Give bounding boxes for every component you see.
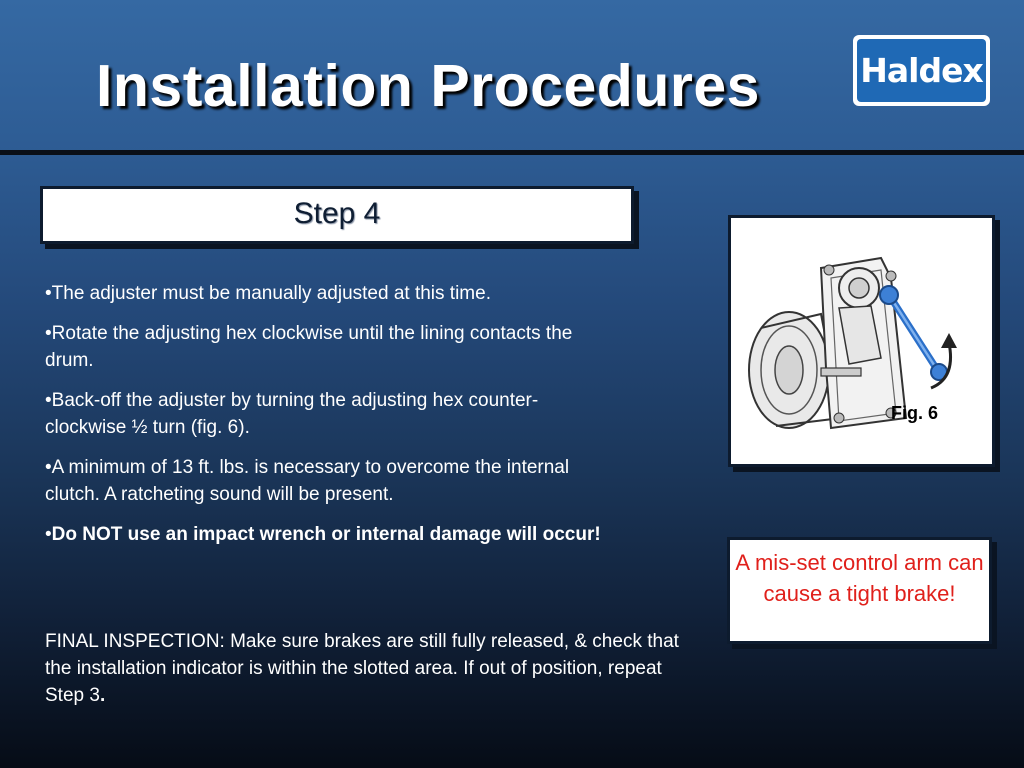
- slack-adjuster-illustration: [731, 218, 992, 464]
- final-inspection-text: FINAL INSPECTION: Make sure brakes are still fully released, & check that the installation indicator is within the slotted area. If out of position, repeat Step 3.: [45, 631, 679, 706]
- slide-title: Installation Procedures: [96, 53, 760, 119]
- bullet-item: •The adjuster must be manually adjusted at this time.: [45, 283, 491, 304]
- step-header-box: [40, 186, 634, 244]
- step-label: Step 4: [293, 197, 381, 230]
- warning-callout: [727, 537, 992, 644]
- haldex-logo: [853, 35, 990, 106]
- title-divider: [0, 150, 1024, 155]
- figure-6-frame: [728, 215, 995, 467]
- logo-text: Haldex: [860, 51, 983, 90]
- bullet-item: •Rotate the adjusting hex clockwise until the lining contacts the drum.: [45, 323, 573, 371]
- instruction-list: [45, 280, 605, 561]
- figure-label: Fig. 6: [891, 403, 939, 423]
- bullet-item-warning: •Do NOT use an impact wrench or internal damage will occur!: [45, 524, 601, 545]
- warning-text: A mis-set control arm can cause a tight brake!: [735, 550, 984, 606]
- bullet-item: •Back-off the adjuster by turning the adjusting hex counter-clockwise ½ turn (fig. 6).: [45, 390, 539, 438]
- bullet-item: •A minimum of 13 ft. lbs. is necessary to overcome the internal clutch. A ratcheting sound will be present.: [45, 457, 570, 505]
- logo-badge: [857, 39, 986, 102]
